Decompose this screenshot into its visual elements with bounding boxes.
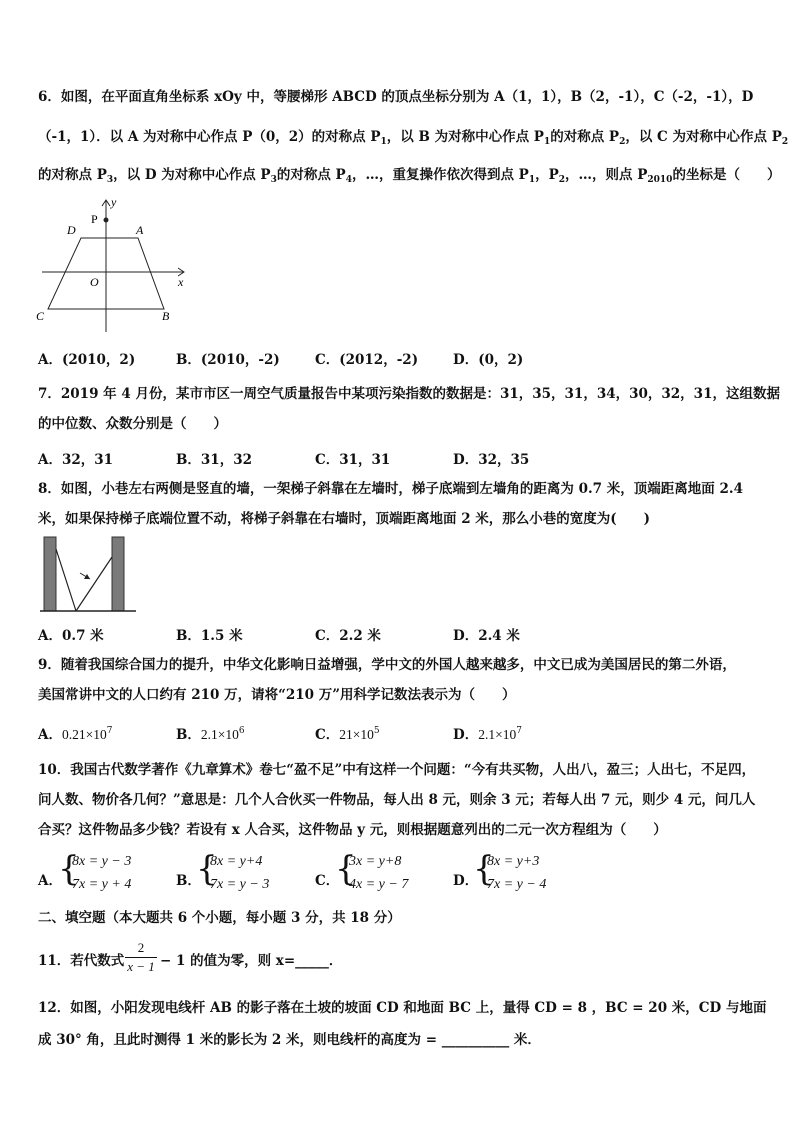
q11-denominator: x − 1 bbox=[127, 959, 155, 974]
q8-option-a[interactable]: A．0.7 米 bbox=[38, 628, 104, 644]
left-wall bbox=[44, 537, 56, 611]
q8-line2: 米，如果保持梯子底端位置不动，将梯子斜靠在右墙时，顶端距离地面 2 米，那么小巷的宽度为( ) bbox=[38, 511, 651, 527]
q7-line1: 7．2019 年 4 月份，某市市区一周空气质量报告中某项污染指数的数据是：31，35，31，34，30，32，31，这组数据 bbox=[38, 386, 780, 402]
q10-option-a-brace: { bbox=[58, 849, 80, 889]
q10-option-b-eq2: 7x = y − 3 bbox=[210, 877, 270, 892]
q9-line1: 9．随着我国综合国力的提升，中华文化影响日益增强，学中文的外国人越来越多，中文已成为美国居民的第二外语， bbox=[38, 657, 736, 673]
ladder-left bbox=[56, 549, 76, 611]
q10-option-d-label: D． bbox=[453, 873, 479, 889]
q10-option-a-eq2: 7x = y + 4 bbox=[72, 877, 132, 892]
q7-option-c[interactable]: C．31，31 bbox=[315, 452, 391, 468]
point-p bbox=[104, 218, 109, 223]
q8-option-b[interactable]: B．1.5 米 bbox=[176, 628, 243, 644]
q10-option-d-brace: { bbox=[473, 849, 495, 889]
q10-line2: 问人数、物价各几何？”意思是：几个人合伙买一件物品，每人出 8 元，则余 3 元；若每人出 7 元，则少 4 元，问几人 bbox=[38, 792, 756, 808]
label-c: C bbox=[36, 309, 45, 323]
q10-option-d-eq2: 7x = y − 4 bbox=[487, 877, 547, 892]
label-o: O bbox=[90, 275, 99, 289]
q10-option-b-eq1: 8x = y+4 bbox=[210, 854, 263, 869]
q7-option-b[interactable]: B．31，32 bbox=[176, 452, 252, 468]
label-p: P bbox=[91, 212, 98, 226]
label-a: A bbox=[136, 223, 144, 237]
q10-option-c-label: C． bbox=[315, 873, 340, 889]
q7-line2: 的中位数、众数分别是（ ） bbox=[38, 416, 227, 432]
alley-ladder-figure bbox=[38, 535, 138, 615]
q9-option-c[interactable]: C．$21\times 10^5$ bbox=[315, 726, 380, 743]
label-y: y bbox=[111, 196, 117, 209]
section-heading-fill-in: 二、填空题（本大题共 6 个小题，每小题 3 分，共 18 分） bbox=[38, 910, 401, 926]
q10-option-a-eq1: 8x = y − 3 bbox=[72, 854, 132, 869]
label-d: D bbox=[67, 223, 76, 237]
q9-option-b[interactable]: B．$2.1\times 10^6$ bbox=[176, 726, 245, 743]
q6-line2: （-1，1）．以 A 为对称中心作点 P（0，2）的对称点 $P_1$，以 B 为对称中心作点 $P_1$的对称点 $P_2$，以 C 为对称中心作点 $P_2$ bbox=[38, 129, 789, 147]
q6-line1: 6．如图，在平面直角坐标系 xOy 中，等腰梯形 ABCD 的顶点坐标分别为 A（1，1），B（2，-1），C（-2，-1），D bbox=[38, 89, 754, 105]
q11-fraction-bar bbox=[125, 957, 157, 958]
q10-line1: 10．我国古代数学著作《九章算术》卷七“盈不足”中有这样一个问题：“今有共买物，人出八，盈三；人出七，不足四， bbox=[38, 762, 756, 778]
q11-fraction bbox=[125, 940, 157, 975]
q9-line2: 美国常讲中文的人口约有 210 万，请将“210 万”用科学记数法表示为（ ） bbox=[38, 687, 516, 703]
q10-option-c-eq2: 4x = y − 7 bbox=[349, 877, 409, 892]
q7-option-a[interactable]: A．32，31 bbox=[38, 452, 114, 468]
q11-pre: 11．若代数式 bbox=[38, 953, 125, 969]
q12-line1: 12．如图，小阳发现电线杆 AB 的影子落在土坡的坡面 CD 和地面 BC 上，量得 CD = 8 ，BC = 20 米，CD 与地面 bbox=[38, 1000, 767, 1016]
q6-option-b[interactable]: B．(2010，-2) bbox=[176, 352, 280, 368]
q9-option-d[interactable]: D．$2.1\times 10^7$ bbox=[453, 726, 522, 743]
q11-post[interactable]: − 1 的值为零，则 x=_____． bbox=[160, 953, 343, 969]
trapezoid-figure bbox=[34, 196, 194, 336]
q7-option-d[interactable]: D．32，35 bbox=[453, 452, 530, 468]
q10-option-a-label: A． bbox=[38, 873, 62, 889]
q10-line3: 合买？这件物品多少钱？若设有 x 人合买，这件物品 y 元，则根据题意列出的二元一次方程组为（ ） bbox=[38, 822, 667, 838]
q12-line2[interactable]: 成 30° 角，且此时测得 1 米的影长为 2 米，则电线杆的高度为 = __________ 米． bbox=[38, 1032, 541, 1048]
q10-option-b-label: B． bbox=[176, 873, 201, 889]
q11-numerator: 2 bbox=[137, 940, 145, 955]
q10-option-c-eq1: 3x = y+8 bbox=[349, 854, 402, 869]
q8-option-d[interactable]: D．2.4 米 bbox=[453, 628, 520, 644]
label-b: B bbox=[162, 309, 170, 323]
q8-line1: 8．如图，小巷左右两侧是竖直的墙，一架梯子斜靠在左墙时，梯子底端到左墙角的距离为 0.7 米，顶端距离地面 2.4 bbox=[38, 481, 743, 497]
q6-option-c[interactable]: C．(2012，-2) bbox=[315, 352, 419, 368]
q9-option-a[interactable]: A．$0.21\times 10^7$ bbox=[38, 726, 113, 743]
right-wall bbox=[112, 537, 124, 611]
ladder-right bbox=[76, 557, 112, 611]
q10-option-d-eq1: 8x = y+3 bbox=[487, 854, 540, 869]
q6-line3: 的对称点 $P_3$，以 D 为对称中心作点 $P_3$的对称点 $P_4$，…，重复操作依次得到点 $P_1$，$P_2$，…，则点 $P_{2010}$的坐标是（ ） bbox=[38, 167, 781, 185]
q6-option-a[interactable]: A．(2010，2) bbox=[38, 352, 136, 368]
q6-option-d[interactable]: D．(0，2) bbox=[453, 352, 524, 368]
q10-option-c-brace: { bbox=[335, 849, 357, 889]
q10-option-b-brace: { bbox=[196, 849, 218, 889]
label-x: x bbox=[178, 275, 184, 289]
q8-option-c[interactable]: C．2.2 米 bbox=[315, 628, 381, 644]
